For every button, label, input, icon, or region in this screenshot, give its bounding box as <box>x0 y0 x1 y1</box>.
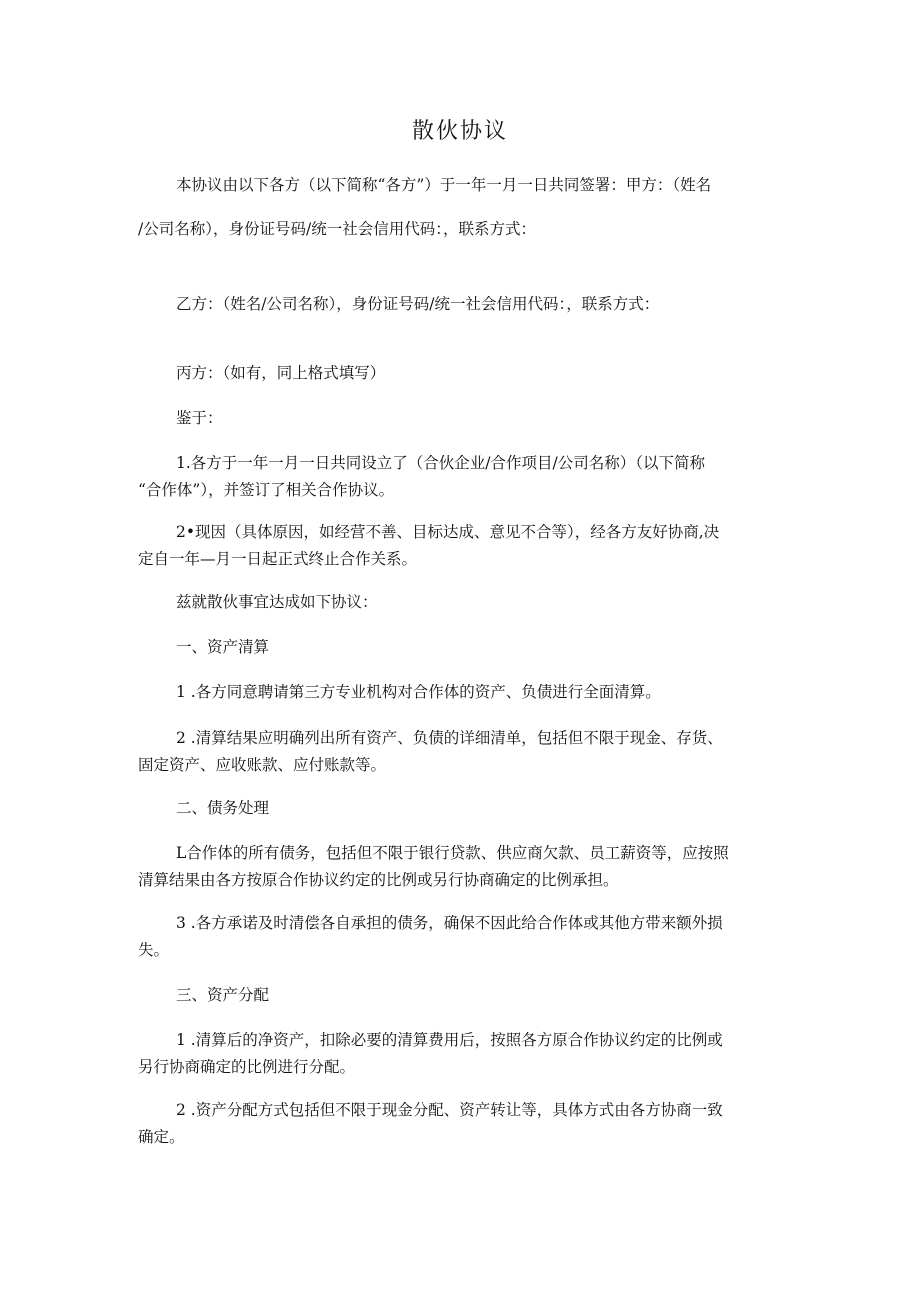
recital-1-line-2: “合作体”），并签订了相关合作协议。 <box>138 481 395 499</box>
party-c-paragraph <box>138 360 784 387</box>
section-2-item-1 <box>138 840 784 894</box>
recital-1-line-1: 1.各方于一年一月一日共同设立了（合伙企业/合作项目/公司名称）（以下简称 <box>176 454 705 472</box>
intro-line-2: /公司名称），身份证号码/统一社会信用代码：，联系方式： <box>138 220 536 238</box>
section-3-item-1-line-1: 1 .清算后的净资产，扣除必要的清算费用后，按照各方原合作协议约定的比例或 <box>176 1031 723 1049</box>
section-2-item-1-line-2: 清算结果由各方按原合作协议约定的比例或另行协商确定的比例承担。 <box>138 871 619 889</box>
section-3-item-2 <box>138 1097 784 1151</box>
section-1-heading <box>138 634 784 661</box>
agreement-intro-line: 兹就散伙事宜达成如下协议： <box>176 593 378 611</box>
section-2-item-1-line-1: L合作体的所有债务，包括但不限于银行贷款、供应商欠款、员工薪资等，应按照 <box>176 844 729 862</box>
section-3-heading <box>138 982 784 1009</box>
recital-1-paragraph <box>138 450 784 504</box>
section-2-item-2-line-1: 3 .各方承诺及时清偿各自承担的债务，确保不因此给合作体或其他方带来额外损 <box>176 914 723 932</box>
party-c-line: 丙方：（如有，同上格式填写） <box>176 364 386 382</box>
intro-paragraph <box>138 172 784 199</box>
section-3-heading-text: 三、资产分配 <box>176 986 270 1004</box>
section-2-item-2-line-2: 失。 <box>138 941 170 959</box>
recital-2-paragraph <box>138 519 784 573</box>
party-b-line: 乙方：（姓名/公司名称），身份证号码/统一社会信用代码：，联系方式： <box>176 295 660 313</box>
section-3-item-1 <box>138 1027 784 1081</box>
whereas-line: 鉴于： <box>176 409 223 427</box>
intro-paragraph-continued <box>138 216 784 243</box>
section-1-item-2 <box>138 725 784 779</box>
section-2-heading <box>138 795 784 822</box>
section-2-heading-text: 二、债务处理 <box>176 799 270 817</box>
section-3-item-1-line-2: 另行协商确定的比例进行分配。 <box>138 1058 356 1076</box>
document-title: 散伙协议 <box>411 119 508 144</box>
recital-2-line-2: 定自一年—月一日起正式终止合作关系。 <box>138 550 418 568</box>
section-1-item-2-line-2: 固定资产、应收账款、应付账款等。 <box>138 756 387 774</box>
section-1-item-2-line-1: 2 .清算结果应明确列出所有资产、负债的详细清单，包括但不限于现金、存货、 <box>176 729 723 747</box>
section-1-item-1-line: 1 .各方同意聘请第三方专业机构对合作体的资产、负债进行全面清算。 <box>176 683 661 701</box>
section-1-item-1 <box>138 679 784 706</box>
agreement-intro-paragraph <box>138 589 784 616</box>
section-3-item-2-line-1: 2 .资产分配方式包括但不限于现金分配、资产转让等，具体方式由各方协商一致 <box>176 1101 723 1119</box>
recital-2-line-1: 2•现因（具体原因，如经营不善、目标达成、意见不合等），经各方友好协商,决 <box>176 523 720 541</box>
section-1-heading-text: 一、资产清算 <box>176 638 270 656</box>
section-3-item-2-line-2: 确定。 <box>138 1128 185 1146</box>
intro-line-1: 本协议由以下各方（以下简称“各方”）于一年一月一日共同签署：甲方：（姓名 <box>176 176 712 194</box>
section-2-item-2 <box>138 910 784 964</box>
whereas-paragraph <box>138 405 784 432</box>
party-b-paragraph <box>138 291 784 318</box>
